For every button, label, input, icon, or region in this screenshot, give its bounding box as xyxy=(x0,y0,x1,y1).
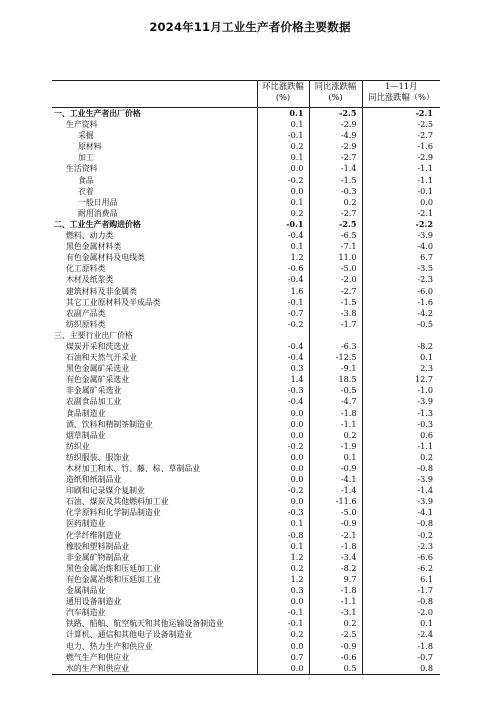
cell-mom: -0.2 xyxy=(257,441,309,452)
cell-mom: -0.3 xyxy=(257,385,309,396)
cell-mom: 0.0 xyxy=(257,463,309,474)
cell-cum: 0.6 xyxy=(362,430,440,441)
row-label: 加工 xyxy=(78,153,94,163)
row-label: 一、工业生产者出厂价格 xyxy=(54,109,141,118)
header-mom xyxy=(257,81,309,108)
row-label: 化学纤维制造业 xyxy=(66,530,122,540)
table-row xyxy=(52,130,440,141)
cell-cum: 2.3 xyxy=(362,363,440,374)
cell-yoy: -1.4 xyxy=(309,163,362,174)
cell-yoy: 0.5 xyxy=(309,663,362,675)
row-label: 汽车制造业 xyxy=(66,608,106,618)
row-label: 衣着 xyxy=(78,186,94,196)
cell-cum: -2.3 xyxy=(362,541,440,552)
table-row xyxy=(52,663,440,675)
row-label: 印刷和记录媒介复制业 xyxy=(66,486,145,496)
row-label: 电力、热力生产和供应业 xyxy=(66,641,153,651)
page-title: 2024年11月工业生产者价格主要数据 xyxy=(149,20,351,34)
cell-cum: 0.8 xyxy=(362,663,440,675)
cell-yoy: -3.4 xyxy=(309,552,362,563)
cell-cum: 6.1 xyxy=(362,574,440,585)
row-label: 农副产品类 xyxy=(66,308,106,318)
table-row xyxy=(52,385,440,396)
row-label: 造纸和纸制品业 xyxy=(66,475,122,485)
row-label: 化学原料和化学制品制造业 xyxy=(66,508,161,518)
cell-yoy: -2.5 xyxy=(309,108,362,120)
row-label: 石油、煤炭及其他燃料加工业 xyxy=(66,497,169,507)
row-label: 生活资料 xyxy=(66,164,98,174)
table-row xyxy=(52,585,440,596)
cell-cum: -8.2 xyxy=(362,341,440,352)
cell-mom: 0.1 xyxy=(257,518,309,529)
cell-cum: -1.1 xyxy=(362,175,440,186)
cell-cum: -1.4 xyxy=(362,485,440,496)
row-label: 食品制造业 xyxy=(66,408,106,418)
table-row xyxy=(52,141,440,152)
row-label: 石油和天然气开采业 xyxy=(66,353,138,363)
cell-yoy: -4.7 xyxy=(309,396,362,407)
cell-yoy: -2.7 xyxy=(309,152,362,163)
cell-cum: 0.1 xyxy=(362,618,440,629)
cell-yoy: -0.9 xyxy=(309,641,362,652)
cell-cum: -2.1 xyxy=(362,208,440,219)
cell-mom: 0.1 xyxy=(257,152,309,163)
cell-yoy: -2.7 xyxy=(309,208,362,219)
row-label: 计算机、通信和其他电子设备制造业 xyxy=(66,630,193,640)
table-row xyxy=(52,408,440,419)
table-row xyxy=(52,352,440,363)
cell-yoy: -2.5 xyxy=(309,219,362,230)
header-cum xyxy=(362,81,440,108)
cell-mom: -0.1 xyxy=(257,297,309,308)
row-label: 有色金属冶炼和压延加工业 xyxy=(66,574,161,584)
row-label: 烟草制品业 xyxy=(66,430,106,440)
header-yoy xyxy=(309,81,362,108)
cell-yoy: -6.5 xyxy=(309,230,362,241)
cell-yoy xyxy=(309,330,362,341)
row-label: 化工原料类 xyxy=(66,264,106,274)
cell-cum: -0.3 xyxy=(362,419,440,430)
row-label: 纺织原料类 xyxy=(66,319,106,329)
cell-yoy: -7.1 xyxy=(309,241,362,252)
table-row xyxy=(52,641,440,652)
cell-mom: -0.1 xyxy=(257,130,309,141)
table-row xyxy=(52,241,440,252)
header-blank xyxy=(52,81,257,108)
cell-cum: -3.5 xyxy=(362,263,440,274)
table-row xyxy=(52,563,440,574)
cell-mom: -0.4 xyxy=(257,352,309,363)
cell-mom: -0.1 xyxy=(257,219,309,230)
table-row xyxy=(52,474,440,485)
cell-mom: 0.0 xyxy=(257,663,309,675)
cell-mom: 0.0 xyxy=(257,419,309,430)
row-label: 其它工业原材料及半成品类 xyxy=(66,297,161,307)
cell-cum: -0.5 xyxy=(362,319,440,330)
cell-cum: -3.9 xyxy=(362,230,440,241)
cell-yoy: -1.4 xyxy=(309,485,362,496)
row-label: 一般日用品 xyxy=(78,197,118,207)
cell-yoy: -1.8 xyxy=(309,541,362,552)
cell-yoy: -2.0 xyxy=(309,274,362,285)
cell-mom: 0.7 xyxy=(257,652,309,663)
cell-yoy: 11.0 xyxy=(309,252,362,263)
row-label: 农副食品加工业 xyxy=(66,397,122,407)
cell-cum: -0.8 xyxy=(362,463,440,474)
cell-cum: -6.2 xyxy=(362,563,440,574)
row-label: 铁路、船舶、航空航天和其他运输设备制造业 xyxy=(66,619,224,629)
table-row xyxy=(52,430,440,441)
cell-yoy: -3.8 xyxy=(309,308,362,319)
header-yoy-line1: 同比涨跌幅 xyxy=(314,81,357,91)
cell-mom: -0.2 xyxy=(257,175,309,186)
cell-cum: -3.9 xyxy=(362,396,440,407)
table-row xyxy=(52,518,440,529)
cell-cum: -1.6 xyxy=(362,297,440,308)
cell-yoy: -9.1 xyxy=(309,363,362,374)
row-label: 采掘 xyxy=(78,131,94,141)
row-label: 通用设备制造业 xyxy=(66,597,122,607)
cell-yoy: -3.1 xyxy=(309,607,362,618)
cell-cum: 0.1 xyxy=(362,352,440,363)
row-label: 生产资料 xyxy=(66,120,98,130)
cell-yoy: -11.6 xyxy=(309,496,362,507)
cell-cum: -3.9 xyxy=(362,474,440,485)
table-row xyxy=(52,208,440,219)
cell-yoy: -2.7 xyxy=(309,286,362,297)
table-row xyxy=(52,607,440,618)
cell-yoy: -2.5 xyxy=(309,629,362,640)
table-row xyxy=(52,396,440,407)
table-row xyxy=(52,530,440,541)
cell-yoy: 0.1 xyxy=(309,452,362,463)
cell-cum: 0.2 xyxy=(362,452,440,463)
cell-mom: 0.0 xyxy=(257,163,309,174)
table-row xyxy=(52,463,440,474)
cell-yoy: 18.5 xyxy=(309,374,362,385)
cell-cum: -3.9 xyxy=(362,496,440,507)
row-label: 原材料 xyxy=(78,142,102,152)
cell-yoy: -0.3 xyxy=(309,186,362,197)
table-row xyxy=(52,341,440,352)
cell-mom: 0.2 xyxy=(257,141,309,152)
cell-mom: 0.2 xyxy=(257,208,309,219)
cell-yoy: -1.1 xyxy=(309,419,362,430)
table-row xyxy=(52,163,440,174)
table-row xyxy=(52,108,440,120)
row-label: 黑色金属冶炼和压延加工业 xyxy=(66,563,161,573)
table-header-row xyxy=(52,81,440,108)
cell-cum: 12.7 xyxy=(362,374,440,385)
row-label: 燃气生产和供应业 xyxy=(66,652,130,662)
row-label: 有色金属矿采选业 xyxy=(66,375,130,385)
table-row xyxy=(52,596,440,607)
cell-mom: -0.2 xyxy=(257,485,309,496)
cell-mom: 0.0 xyxy=(257,452,309,463)
cell-cum: -6.6 xyxy=(362,552,440,563)
row-label: 建筑材料及非金属类 xyxy=(66,286,138,296)
row-label: 食品 xyxy=(78,175,94,185)
cell-cum: -0.7 xyxy=(362,652,440,663)
cell-yoy: -1.9 xyxy=(309,441,362,452)
cell-yoy: -5.0 xyxy=(309,507,362,518)
cell-yoy: -1.8 xyxy=(309,408,362,419)
table-row xyxy=(52,552,440,563)
table-row xyxy=(52,629,440,640)
cell-mom: -0.2 xyxy=(257,319,309,330)
table-row xyxy=(52,374,440,385)
cell-yoy: -0.5 xyxy=(309,385,362,396)
table-row xyxy=(52,297,440,308)
cell-yoy: -4.9 xyxy=(309,130,362,141)
table-row xyxy=(52,119,440,130)
table-row xyxy=(52,186,440,197)
cell-yoy: 9.7 xyxy=(309,574,362,585)
table-row xyxy=(52,652,440,663)
cell-yoy: -2.9 xyxy=(309,119,362,130)
cell-yoy: 0.2 xyxy=(309,430,362,441)
cell-cum: -6.0 xyxy=(362,286,440,297)
cell-mom: -0.1 xyxy=(257,607,309,618)
cell-cum: -2.5 xyxy=(362,119,440,130)
cell-mom: -0.4 xyxy=(257,274,309,285)
cell-cum: -1.1 xyxy=(362,163,440,174)
cell-yoy: -1.1 xyxy=(309,596,362,607)
cell-mom xyxy=(257,330,309,341)
cell-yoy: -5.0 xyxy=(309,263,362,274)
cell-mom: 1.2 xyxy=(257,552,309,563)
cell-mom: 0.2 xyxy=(257,563,309,574)
table-row xyxy=(52,419,440,430)
row-label: 金属制品业 xyxy=(66,586,106,596)
cell-cum: -1.7 xyxy=(362,585,440,596)
table-row xyxy=(52,274,440,285)
cell-cum: -2.4 xyxy=(362,629,440,640)
table-row xyxy=(52,286,440,297)
cell-mom: 0.1 xyxy=(257,241,309,252)
cell-mom: 0.3 xyxy=(257,585,309,596)
row-label: 橡胶和塑料制品业 xyxy=(66,541,130,551)
cell-mom: 0.2 xyxy=(257,629,309,640)
table-row xyxy=(52,541,440,552)
cell-mom: 1.6 xyxy=(257,286,309,297)
table-row xyxy=(52,319,440,330)
table-row xyxy=(52,308,440,319)
header-mom-line1: 环比涨跌幅 xyxy=(262,81,304,91)
cell-mom: 0.0 xyxy=(257,430,309,441)
row-label: 黑色金属矿采选业 xyxy=(66,364,130,374)
row-label: 三、主要行业出厂价格 xyxy=(54,330,133,340)
table-row xyxy=(52,618,440,629)
cell-cum: -0.1 xyxy=(362,186,440,197)
table-row xyxy=(52,175,440,186)
cell-mom: 0.0 xyxy=(257,474,309,485)
table-body xyxy=(52,108,440,675)
table-row xyxy=(52,330,440,341)
row-label: 酒、饮料和精制茶制造业 xyxy=(66,419,153,429)
cell-cum: -2.7 xyxy=(362,130,440,141)
table-row xyxy=(52,219,440,230)
cell-yoy: -4.1 xyxy=(309,474,362,485)
cell-yoy: -6.3 xyxy=(309,341,362,352)
cell-mom: 0.0 xyxy=(257,641,309,652)
row-label: 耐用消费品 xyxy=(78,208,118,218)
table-row xyxy=(52,507,440,518)
row-label: 医药制造业 xyxy=(66,519,106,529)
row-label: 木材加工和木、竹、藤、棕、草制品业 xyxy=(66,464,201,473)
cell-mom: 0.1 xyxy=(257,197,309,208)
cell-yoy: -1.5 xyxy=(309,175,362,186)
table-row xyxy=(52,452,440,463)
cell-mom: 0.1 xyxy=(257,541,309,552)
cell-cum: -2.9 xyxy=(362,152,440,163)
row-label: 有色金属材料及电线类 xyxy=(66,253,145,263)
table-row xyxy=(52,363,440,374)
cell-cum: -1.8 xyxy=(362,641,440,652)
cell-cum: -1.6 xyxy=(362,141,440,152)
cell-mom: -0.4 xyxy=(257,230,309,241)
row-label: 二、工业生产者购进价格 xyxy=(54,219,141,229)
row-label: 木材及纸浆类 xyxy=(66,275,114,285)
cell-mom: 1.4 xyxy=(257,374,309,385)
cell-cum: -0.2 xyxy=(362,530,440,541)
cell-mom: 0.0 xyxy=(257,596,309,607)
cell-cum: -2.1 xyxy=(362,108,440,120)
cell-yoy: -2.1 xyxy=(309,530,362,541)
cell-yoy: -8.2 xyxy=(309,563,362,574)
table-row xyxy=(52,574,440,585)
cell-mom: -0.8 xyxy=(257,530,309,541)
cell-cum: -2.3 xyxy=(362,274,440,285)
cell-cum: -0.8 xyxy=(362,518,440,529)
cell-mom: 0.1 xyxy=(257,119,309,130)
table-row xyxy=(52,441,440,452)
header-cum-line1: 1—11月 xyxy=(385,81,418,91)
cell-cum: -4.0 xyxy=(362,241,440,252)
cell-mom: 0.0 xyxy=(257,408,309,419)
cell-cum: -4.1 xyxy=(362,507,440,518)
header-mom-line2: (%) xyxy=(275,91,291,102)
cell-cum: 0.0 xyxy=(362,197,440,208)
row-label: 非金属矿采选业 xyxy=(66,386,122,396)
cell-cum: -2.2 xyxy=(362,219,440,230)
cell-mom: -0.4 xyxy=(257,341,309,352)
header-yoy-line2: (%) xyxy=(328,91,343,102)
cell-cum: -1.1 xyxy=(362,441,440,452)
cell-yoy: 0.2 xyxy=(309,197,362,208)
cell-mom: 0.3 xyxy=(257,363,309,374)
cell-mom: 0.0 xyxy=(257,496,309,507)
cell-cum: -0.8 xyxy=(362,596,440,607)
row-label: 燃料、动力类 xyxy=(66,231,114,241)
cell-yoy: -0.9 xyxy=(309,518,362,529)
table-row xyxy=(52,152,440,163)
cell-mom: 1.2 xyxy=(257,252,309,263)
cell-mom: -0.7 xyxy=(257,308,309,319)
row-label: 煤炭开采和洗选业 xyxy=(66,341,130,351)
cell-yoy: -12.5 xyxy=(309,352,362,363)
cell-mom: -0.4 xyxy=(257,396,309,407)
cell-mom: 1.2 xyxy=(257,574,309,585)
table-row xyxy=(52,263,440,274)
cell-yoy: -0.6 xyxy=(309,652,362,663)
cell-yoy: -1.5 xyxy=(309,297,362,308)
price-data-table xyxy=(52,80,440,675)
cell-yoy: -1.7 xyxy=(309,319,362,330)
cell-mom: 0.1 xyxy=(257,108,309,120)
cell-mom: 0.0 xyxy=(257,186,309,197)
row-label: 纺织业 xyxy=(66,441,90,451)
cell-cum: -2.0 xyxy=(362,607,440,618)
cell-cum: -1.0 xyxy=(362,385,440,396)
row-label: 非金属矿物制品业 xyxy=(66,552,130,562)
table-row xyxy=(52,197,440,208)
header-cum-line2: 同比涨跌幅（%） xyxy=(368,91,435,102)
table-row xyxy=(52,230,440,241)
row-label: 水的生产和供应业 xyxy=(52,663,257,675)
table-row xyxy=(52,252,440,263)
cell-mom: -0.3 xyxy=(257,507,309,518)
cell-cum: -4.2 xyxy=(362,308,440,319)
cell-yoy: 0.2 xyxy=(309,618,362,629)
cell-cum: -1.3 xyxy=(362,408,440,419)
row-label: 黑色金属材料类 xyxy=(66,242,122,252)
table-row xyxy=(52,485,440,496)
cell-mom: -0.1 xyxy=(257,618,309,629)
row-label: 纺织服装、服饰业 xyxy=(66,452,130,462)
cell-cum xyxy=(362,330,440,341)
table-row xyxy=(52,496,440,507)
cell-yoy: -1.8 xyxy=(309,585,362,596)
cell-yoy: -2.9 xyxy=(309,141,362,152)
cell-mom: -0.6 xyxy=(257,263,309,274)
cell-yoy: -0.9 xyxy=(309,463,362,474)
cell-cum: 6.7 xyxy=(362,252,440,263)
